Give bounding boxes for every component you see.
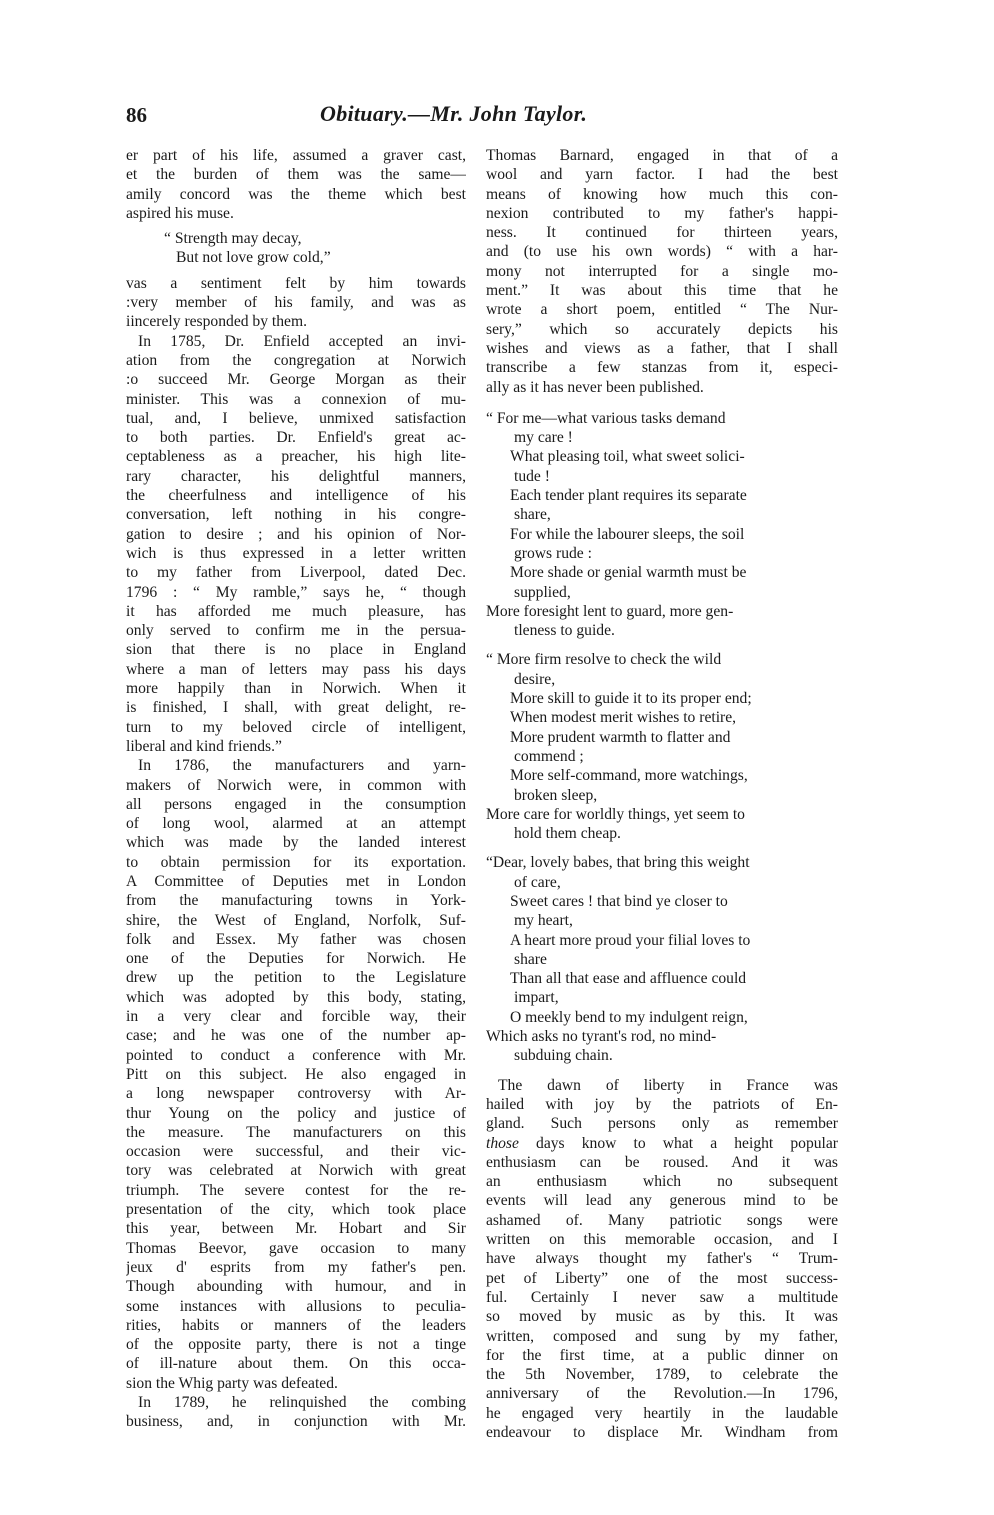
text-line: folk and Essex. My father was chosen [126,930,466,948]
quote-line: “ Strength may decay, [164,230,302,248]
running-head-title: Obituary.—Mr. John Taylor. [320,101,588,126]
text-line: rary character, his delightful manners, [126,467,466,485]
text-line: ceptableness as a preacher, his high lite- [126,448,466,466]
text-run: written, composed and sung by my father, [486,1327,838,1345]
poem-verse-line: More foresight lent to guard, more gen- [486,602,734,620]
left-para-4 [126,756,466,1393]
text-line [486,1423,838,1442]
poem-verse-line: More prudent warmth to flatter and [510,728,731,746]
text-line [486,1384,838,1403]
text-line: A Committee of Deputies met in London [126,872,466,890]
text-line [486,1076,838,1095]
text-line: minister. This was a connexion of mu- [126,390,466,408]
poem-verse-line: “ More firm resolve to check the wild [486,651,722,669]
text-run: endeavour to displace Mr. Windham from [486,1424,838,1441]
text-line: conversation, left nothing in his congre- [126,506,466,524]
poem-verse-line: Sweet cares ! that bind ye closer to [510,892,728,910]
text-line: nexion contributed to my father's happi- [486,204,838,222]
text-run: anniversary of the Revolution.—In 1796, [486,1385,838,1403]
text-line: In 1786, the manufacturers and yarn- [138,757,466,775]
text-line: 1796 : “ My ramble,” says he, “ though [126,583,466,601]
poem-stanzas [486,409,838,1066]
text-run: ful. Certainly I never saw a multitude [486,1288,838,1306]
text-run: written on this memorable occasion, and I [486,1231,838,1249]
text-line: in a very clear and forcible way, their [126,1008,466,1026]
text-line: Though abounding with humour, and in [126,1278,466,1296]
text-line [486,1172,838,1191]
text-line: from the manufacturing towns in York- [126,892,466,910]
text-run: the 5th November, 1789, to celebrate the [486,1366,838,1384]
text-line: wool and yarn factor. I had the best [486,166,838,184]
poem-verse-line: my care ! [514,429,573,447]
text-line: all persons engaged in the consumption [126,795,466,813]
text-line: it has afforded me much pleasure, has [126,602,466,620]
poem-verse-line: share [514,950,547,968]
text-run: gland. Such persons only as remember [486,1115,838,1133]
text-line: of ill-nature about them. On this occa- [126,1355,466,1373]
text-line: where a man of letters may pass his days [126,660,466,678]
text-line: to both parties. Dr. Enfield's great ac- [126,429,466,447]
text-run: enthusiasm can be roused. And it was [486,1153,838,1171]
text-line: to my father from Liverpool, dated Dec. [126,564,466,582]
text-line: ation from the congregation at Norwich [126,351,466,369]
text-line: tory was celebrated at Norwich with great [126,1162,466,1180]
text-line: one of the Deputies for Norwich. He [126,950,466,968]
poem-verse-line: When modest merit wishes to retire, [510,709,737,727]
right-para-1 [486,146,838,397]
poem-verse-line: desire, [514,670,556,688]
poem-verse-line: More self-command, more watchings, [510,767,748,785]
poem-verse-line: “Dear, lovely babes, that bring this weight [486,854,750,872]
text-line [486,1307,838,1326]
poem-verse-line: supplied, [514,583,571,601]
text-line: jeux d' esprits from my father's pen. [126,1258,466,1276]
poem-stanza [486,853,838,1065]
text-line [486,1269,838,1288]
text-line: mony not interrupted for a single mo- [486,262,838,280]
text-line: case; and he was one of the number ap- [126,1027,466,1045]
text-line: Pitt on this subject. He also engaged in [126,1065,466,1083]
text-line: amily concord was the theme which best [126,185,466,203]
text-line [486,1365,838,1384]
text-run: ashamed of. Many patriotic songs were [486,1211,838,1229]
text-line [486,1327,838,1346]
poem-verse-line: O meekly bend to my indulgent reign, [510,1008,748,1026]
text-line: is finished, I shall, with great delight, re- [126,699,466,717]
poem-verse-line: For while the labourer sleeps, the soil [510,525,745,543]
poem-verse-line: “ For me—what various tasks demand [486,409,726,427]
text-line: turn to my beloved circle of intelligent, [126,718,466,736]
text-run: he engaged very heartily in the laudable [486,1404,838,1422]
page-number: 86 [126,103,147,127]
text-line: tual, and, I believe, unmixed satisfaction [126,409,466,427]
poem-verse-line: tude ! [514,467,550,485]
text-line: makers of Norwich were, in common with [126,776,466,794]
quote-line: But not love grow cold,” [176,249,331,267]
text-line [486,1346,838,1365]
text-line: ness. It continued for thirteen years, [486,224,838,242]
text-run: so moved by music as by this. It was [486,1308,838,1326]
text-line: ment.” It was about this time that he [486,282,838,300]
poem-verse-line: subduing chain. [514,1047,613,1065]
poem-stanza [486,650,838,843]
left-para-2 [126,274,466,332]
poem-verse-line: Which asks no tyrant's rod, no mind- [486,1028,717,1046]
text-line: ally as it has never been published. [486,378,704,396]
text-line: wishes and views as a father, that I shall [486,339,838,357]
text-line: wich is thus expressed in a letter written [126,544,466,562]
text-run: pet of Liberty” one of the most success- [486,1269,838,1287]
poem-verse-line: tleness to guide. [514,622,615,640]
text-line: some instances with allusions to peculia- [126,1297,466,1315]
poem-verse-line: grows rude : [514,544,592,562]
poem-verse-line: What pleasing toil, what sweet solici- [510,448,745,466]
text-line: :very member of his family, and was as [126,294,466,312]
right-para-2 [486,1076,838,1443]
poem-verse-line: of care, [514,873,561,891]
text-line: of long wool, alarmed at an attempt [126,815,466,833]
text-run: hailed with joy by the patriots of En- [486,1095,838,1113]
poem-verse-line: commend ; [514,747,584,765]
right-column [486,146,838,1442]
poem-verse-line: my heart, [514,912,573,930]
text-line [486,1249,838,1268]
text-line: Thomas Beevor, gave occasion to many [126,1239,466,1257]
text-line: to obtain permission for its exportation. [126,853,466,871]
text-line: In 1785, Dr. Enfield accepted an invi- [138,332,466,350]
text-line: only served to confirm me in the persua- [126,622,466,640]
text-line: vas a sentiment felt by him towards [126,274,466,292]
text-line: drew up the petition to the Legislature [126,969,466,987]
left-para-3 [126,332,466,757]
text-line: rities, habits or manners of the leaders [126,1316,466,1334]
text-line [486,1114,838,1133]
text-line [486,1230,838,1249]
text-line: this year, between Mr. Hobart and Sir [126,1220,466,1238]
text-line: which was made by the landed interest [126,834,466,852]
text-run: have always thought my father's “ Trum- [486,1250,838,1268]
text-line [486,1191,838,1210]
poem-verse-line: Each tender plant requires its separate [510,487,747,505]
text-line: gation to desire ; and his opinion of Nor- [126,525,466,543]
text-line: the measure. The manufacturers on this [126,1123,466,1141]
text-line [486,1153,838,1172]
text-line [486,1134,838,1153]
text-line: sion the Whig party was defeated. [126,1374,338,1392]
poem-verse-line: impart, [514,989,559,1007]
text-line: wrote a short poem, entitled “ The Nur- [486,301,838,319]
text-line [486,1095,838,1114]
text-line: thur Young on the policy and justice of [126,1104,466,1122]
text-line: triumph. The severe contest for the re- [126,1181,466,1199]
italic-emphasis: those [486,1134,519,1152]
left-para-1 [126,146,466,223]
text-line: occasion were successful, and their vic- [126,1143,466,1161]
text-line: In 1789, he relinquished the combing [138,1394,466,1411]
text-line: iincerely responded by them. [126,313,308,331]
poem-verse-line: A heart more proud your filial loves to [510,931,751,949]
text-line: more happily than in Norwich. When it [126,680,466,698]
text-line [486,1404,838,1423]
poem-stanza [486,409,838,641]
poem-verse-line: Than all that ease and affluence could [510,970,747,988]
text-line: Thomas Barnard, engaged in that of a [486,147,838,164]
poem-verse-line: broken sleep, [514,786,598,804]
text-line: presentation of the city, which took place [126,1201,466,1219]
poem-verse-line: More care for worldly things, yet seem to [486,805,745,823]
text-line: sion that there is no place in England [126,641,466,659]
left-column [126,146,466,1432]
poem-verse-line: More shade or genial warmth must be [510,564,747,582]
text-run: for the first time, at a public dinner on [486,1346,838,1364]
text-line [486,1288,838,1307]
text-line: sery,” which so accurately depicts his [486,320,838,338]
poem-verse-line: More skill to guide it to its proper end; [510,690,752,708]
text-line: the cheerfulness and intelligence of his [126,487,466,505]
left-quote [126,229,466,268]
left-para-5 [126,1393,466,1432]
text-line: of the opposite party, there is not a tinge [126,1336,466,1354]
text-run: events will lead any generous mind to be [486,1192,838,1210]
text-run: an enthusiasm which no subsequent [486,1173,838,1191]
text-line: which was adopted by this body, stating, [126,988,466,1006]
text-run: The dawn of liberty in France was [498,1076,838,1094]
text-line: a long newspaper controversy with Ar- [126,1085,466,1103]
text-line: er part of his life, assumed a graver cast, [126,147,466,164]
text-line [486,1211,838,1230]
text-line: aspired his muse. [126,204,234,222]
text-line: et the burden of them was the same— [126,166,466,184]
text-run: days know to what a height popular [518,1134,838,1152]
text-line: and (to use his own words) “ with a har- [486,243,838,261]
text-line: means of knowing how much this con- [486,185,838,203]
text-line: transcribe a few stanzas from it, especi- [486,359,838,377]
text-line: pointed to conduct a conference with Mr. [126,1046,466,1064]
text-line: business, and, in conjunction with Mr. [126,1413,466,1431]
text-line: :o succeed Mr. George Morgan as their [126,371,466,389]
text-line: shire, the West of England, Norfolk, Suf- [126,911,466,929]
poem-verse-line: hold them cheap. [514,825,621,843]
poem-verse-line: share, [514,506,551,524]
text-line: liberal and kind friends.” [126,737,282,755]
